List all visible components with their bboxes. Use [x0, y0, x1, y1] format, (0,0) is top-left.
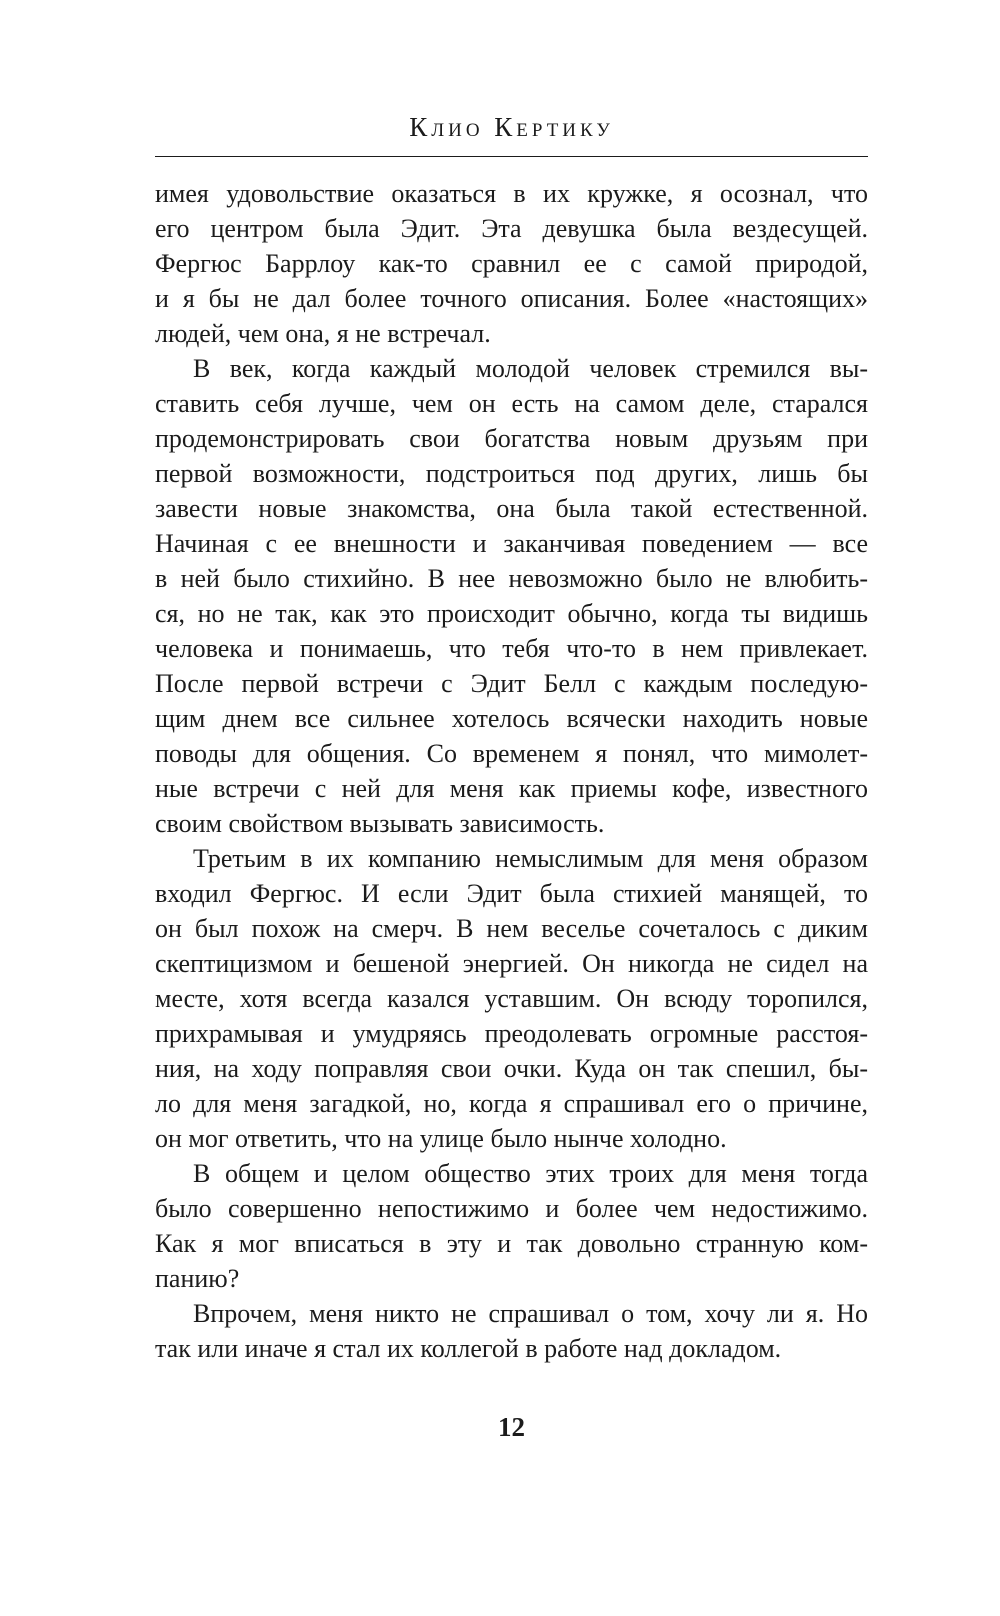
page-number: 12	[498, 1412, 525, 1442]
text-line: ся, но не так, как это происходит обычно, когда ты видишь	[155, 599, 868, 628]
paragraph	[155, 351, 868, 841]
text-line: его центром была Эдит. Эта девушка была вездесущей.	[155, 214, 868, 243]
text-line: Впрочем, меня никто не спрашивал о том, хочу ли я. Но	[193, 1299, 868, 1328]
text-line: Начиная с ее внешности и заканчивая поведением — все	[155, 529, 868, 558]
text-line: он мог ответить, что на улице было нынче холодно.	[155, 1124, 727, 1153]
text-line: месте, хотя всегда казался уставшим. Он всюду торопился,	[155, 984, 868, 1013]
text-line: и я бы не дал более точного описания. Более «настоящих»	[155, 284, 868, 313]
header-rule	[155, 156, 868, 157]
text-line: он был похож на смерч. В нем веселье сочеталось с диким	[155, 914, 868, 943]
paragraph	[155, 176, 868, 351]
text-line: людей, чем она, я не встречал.	[155, 319, 491, 348]
text-line: панию?	[155, 1264, 240, 1293]
paragraph	[155, 841, 868, 1156]
text-line: первой возможности, подстроиться под других, лишь бы	[155, 459, 868, 488]
text-line: Как я мог вписаться в эту и так довольно странную ком-	[155, 1229, 868, 1258]
text-line: После первой встречи с Эдит Белл с каждым последую-	[155, 669, 868, 698]
text-line: скептицизмом и бешеной энергией. Он никогда не сидел на	[155, 949, 868, 978]
text-block	[155, 176, 868, 1366]
text-line: В век, когда каждый молодой человек стремился вы-	[193, 354, 868, 383]
text-line: завести новые знакомства, она была такой естественной.	[155, 494, 868, 523]
text-line: имея удовольствие оказаться в их кружке, я осознал, что	[155, 179, 868, 208]
text-line: ные встречи с ней для меня как приемы кофе, известного	[155, 774, 868, 803]
text-line: поводы для общения. Со временем я понял, что мимолет-	[155, 739, 868, 768]
text-line: человека и понимаешь, что тебя что-то в нем привлекает.	[155, 634, 868, 663]
text-line: ло для меня загадкой, но, когда я спрашивал его о причине,	[155, 1089, 868, 1118]
text-line: щим днем все сильнее хотелось всячески находить новые	[155, 704, 868, 733]
text-line: прихрамывая и умудряясь преодолевать огромные расстоя-	[155, 1019, 868, 1048]
text-line: входил Фергюс. И если Эдит была стихией манящей, то	[155, 879, 868, 908]
text-line: Третьим в их компанию немыслимым для меня образом	[193, 844, 868, 873]
text-line: В общем и целом общество этих троих для меня тогда	[193, 1159, 868, 1188]
running-head-author: Клио Кертику	[409, 112, 614, 142]
text-line: продемонстрировать свои богатства новым друзьям при	[155, 424, 868, 453]
text-line: своим свойством вызывать зависимость.	[155, 809, 605, 838]
text-line: в ней было стихийно. В нее невозможно было не влюбить-	[155, 564, 868, 593]
text-line: ставить себя лучше, чем он есть на самом деле, старался	[155, 389, 868, 418]
paragraph	[155, 1296, 868, 1366]
text-line: было совершенно непостижимо и более чем недостижимо.	[155, 1194, 868, 1223]
text-line: ния, на ходу поправляя свои очки. Куда он так спешил, бы-	[155, 1054, 868, 1083]
text-line: так или иначе я стал их коллегой в работе над докладом.	[155, 1334, 782, 1363]
text-line: Фергюс Баррлоу как-то сравнил ее с самой природой,	[155, 249, 868, 278]
paragraph	[155, 1156, 868, 1296]
